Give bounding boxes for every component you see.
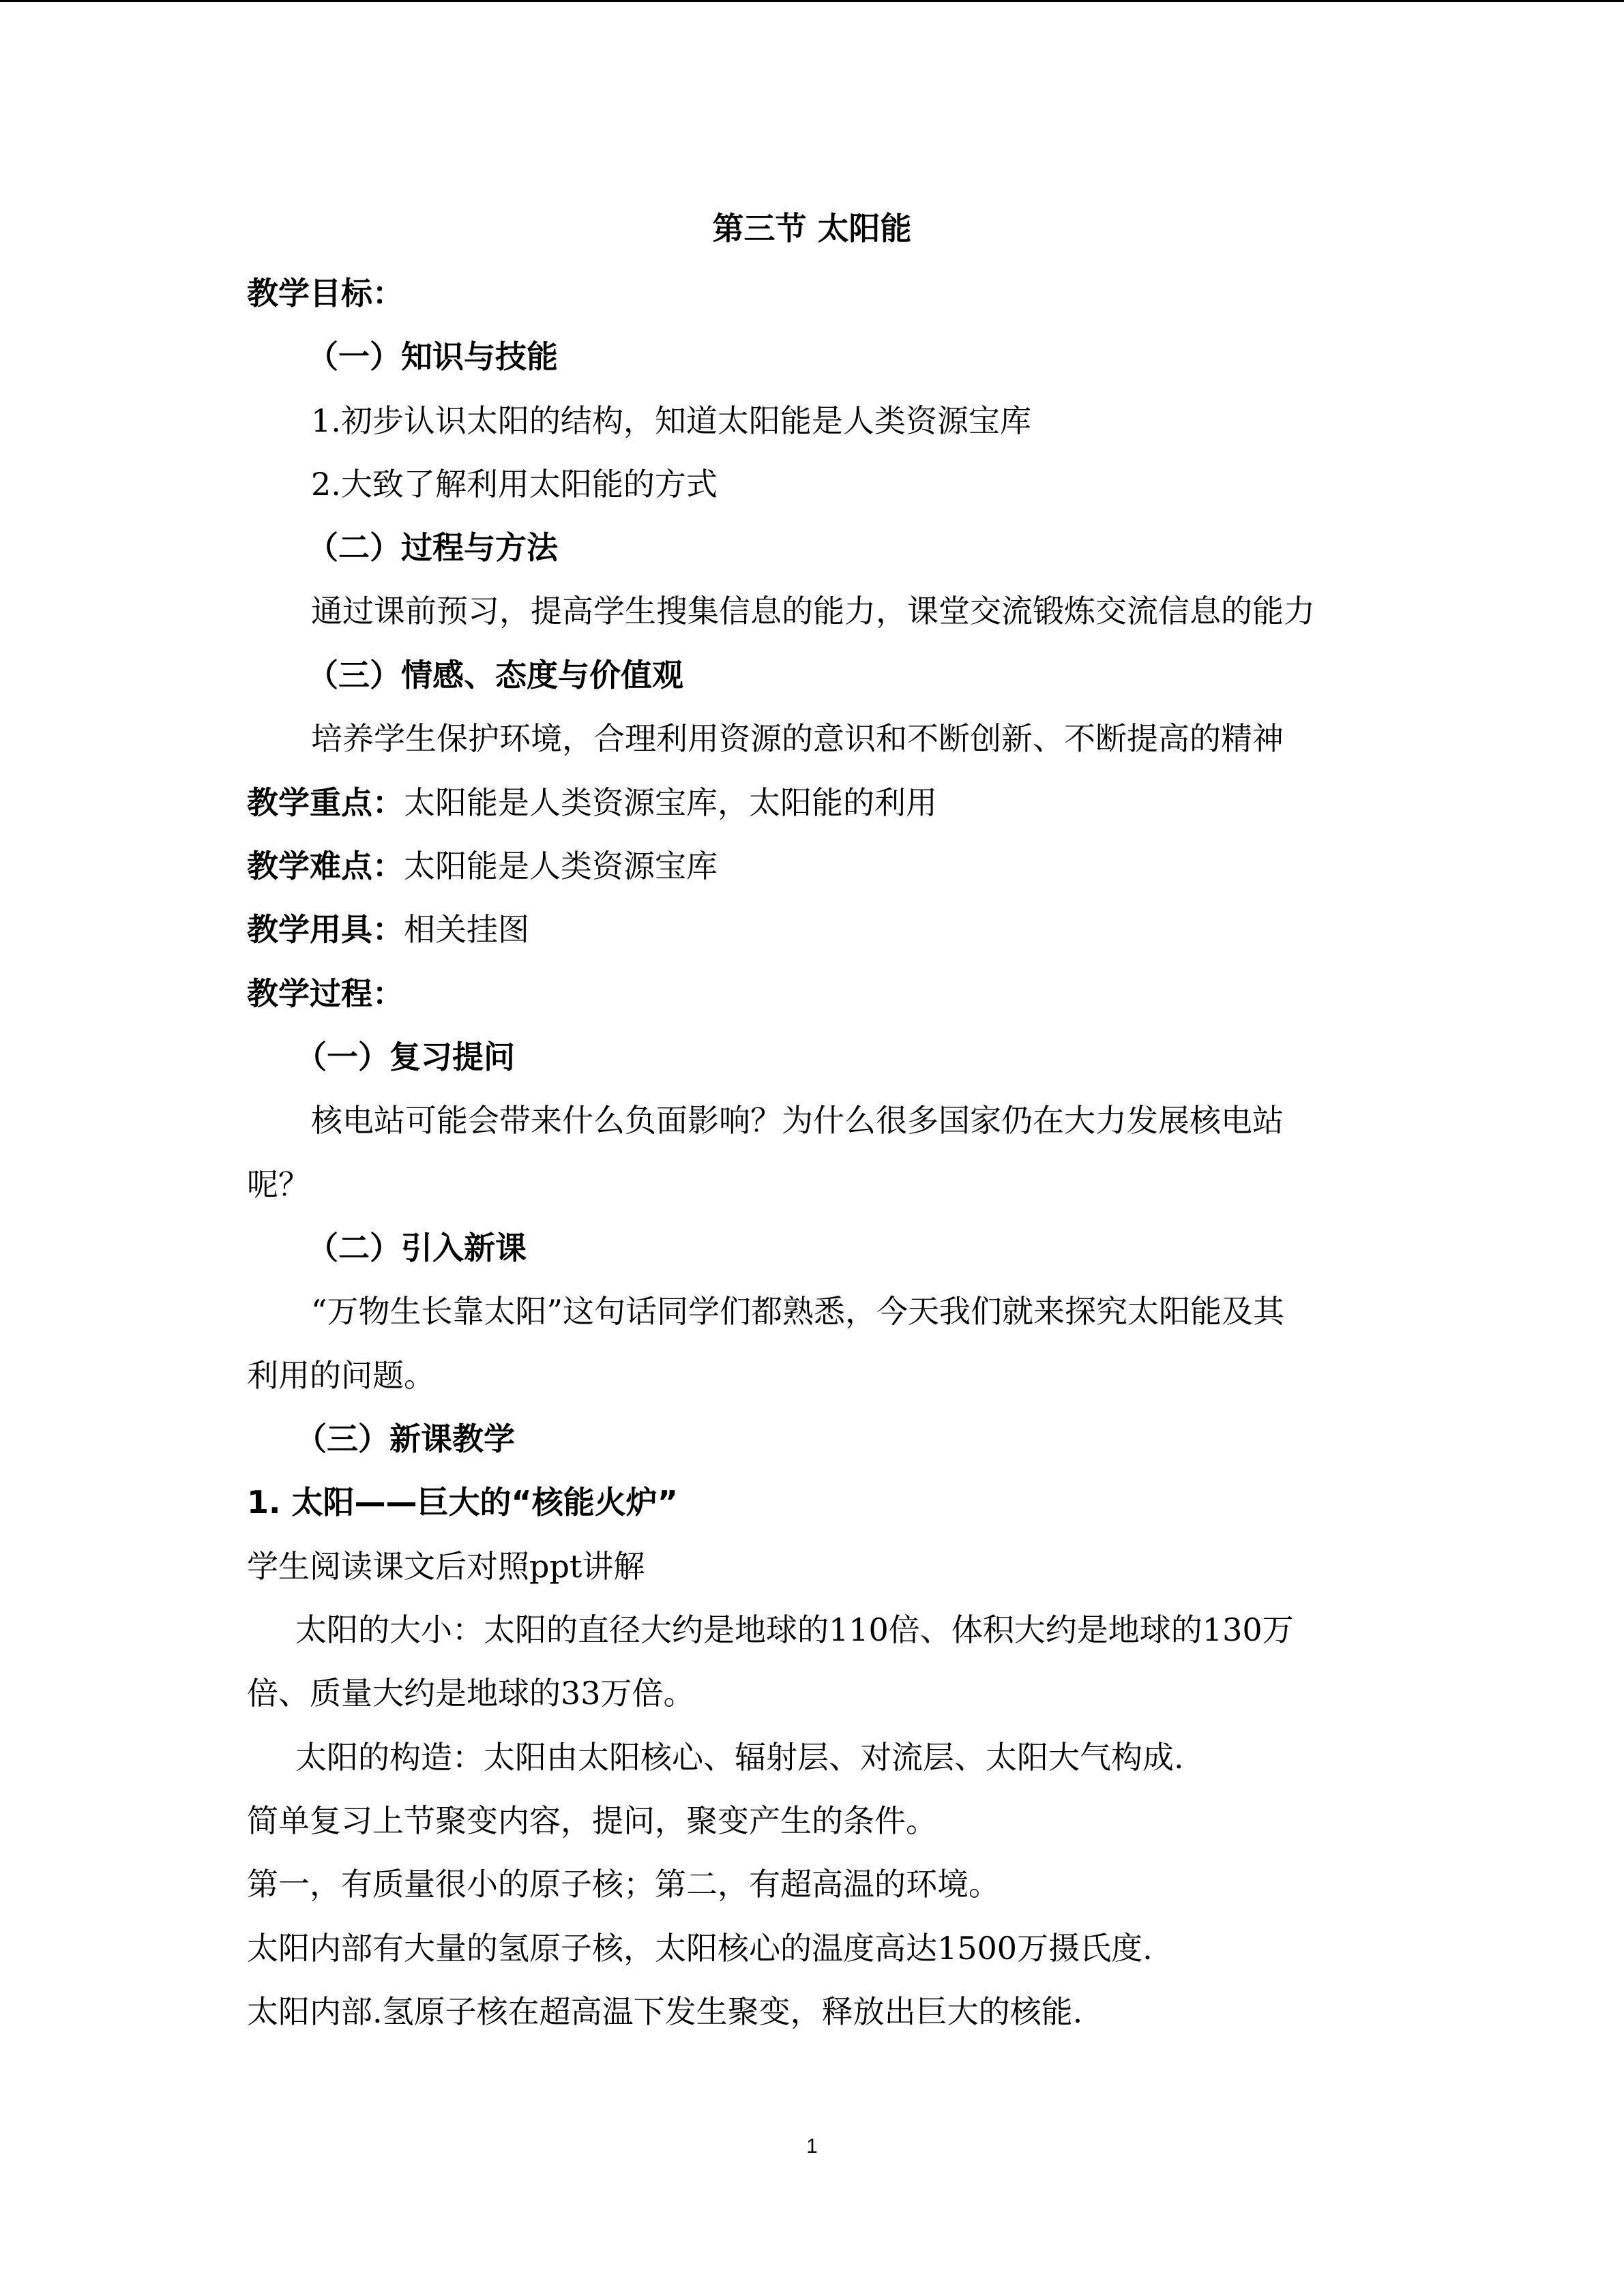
review-question-line-1: 核电站可能会带来什么负面影响？为什么很多国家仍在大力发展核电站 [311,1102,1284,1139]
key-points-label: 教学重点： [247,784,404,821]
process-heading: 教学过程： [247,975,404,1012]
fusion-conditions: 第一，有质量很小的原子核；第二，有超高温的环境。 [247,1866,1000,1903]
sun-hydrogen: 太阳内部有大量的氢原子核，太阳核心的温度高达1500万摄氏度. [247,1930,1153,1967]
sun-size-line-1: 太阳的大小：太阳的直径大约是地球的110倍、体积大约是地球的130万 [295,1611,1294,1648]
intro-text-line-1: “万物生长靠太阳”这句话同学们都熟悉，今天我们就来探究太阳能及其 [311,1293,1285,1330]
subheading-knowledge-skills: （一）知识与技能 [307,338,558,375]
sun-size-line-2: 倍、质量大约是地球的33万倍。 [247,1675,695,1712]
tools-line [247,909,529,950]
difficulty-line [247,846,718,886]
attitude-values-text: 培养学生保护环境，合理利用资源的意识和不断创新、不断提高的精神 [311,720,1284,757]
difficulty-label: 教学难点： [247,848,404,884]
objectives-heading: 教学目标： [247,275,404,312]
subheading-process-method: （二）过程与方法 [307,529,558,566]
objective-item-1: 1.初步认识太阳的结构，知道太阳能是人类资源宝库 [311,402,1031,439]
page-number: 1 [806,2135,818,2158]
section-1-reading-note: 学生阅读课文后对照ppt讲解 [247,1548,645,1585]
step-intro-heading: （二）引入新课 [307,1229,527,1266]
key-points-line [247,782,937,823]
key-points-text: 太阳能是人类资源宝库，太阳能的利用 [404,784,937,821]
step-review-heading: （一）复习提问 [295,1039,515,1075]
document-title: 第三节 太阳能 [712,210,912,247]
tools-label: 教学用具： [247,911,404,948]
objective-item-2: 2.大致了解利用太阳能的方式 [311,466,718,503]
difficulty-text: 太阳能是人类资源宝库 [404,848,718,884]
fusion-review: 简单复习上节聚变内容，提问，聚变产生的条件。 [247,1802,937,1839]
tools-text: 相关挂图 [404,911,529,948]
process-method-text: 通过课前预习，提高学生搜集信息的能力，课堂交流锻炼交流信息的能力 [311,593,1315,629]
sun-fusion: 太阳内部.氢原子核在超高温下发生聚变，释放出巨大的核能. [247,1993,1083,2030]
page-top-border [0,0,1624,2]
sun-structure: 太阳的构造：太阳由太阳核心、辐射层、对流层、太阳大气构成. [295,1739,1184,1776]
section-1-title: 1. 太阳——巨大的“核能火炉” [247,1484,678,1521]
review-question-line-2: 呢？ [247,1166,310,1203]
intro-text-line-2: 利用的问题。 [247,1357,435,1394]
subheading-attitude-values: （三）情感、态度与价值观 [307,657,683,694]
step-new-lesson-heading: （三）新课教学 [295,1420,515,1457]
